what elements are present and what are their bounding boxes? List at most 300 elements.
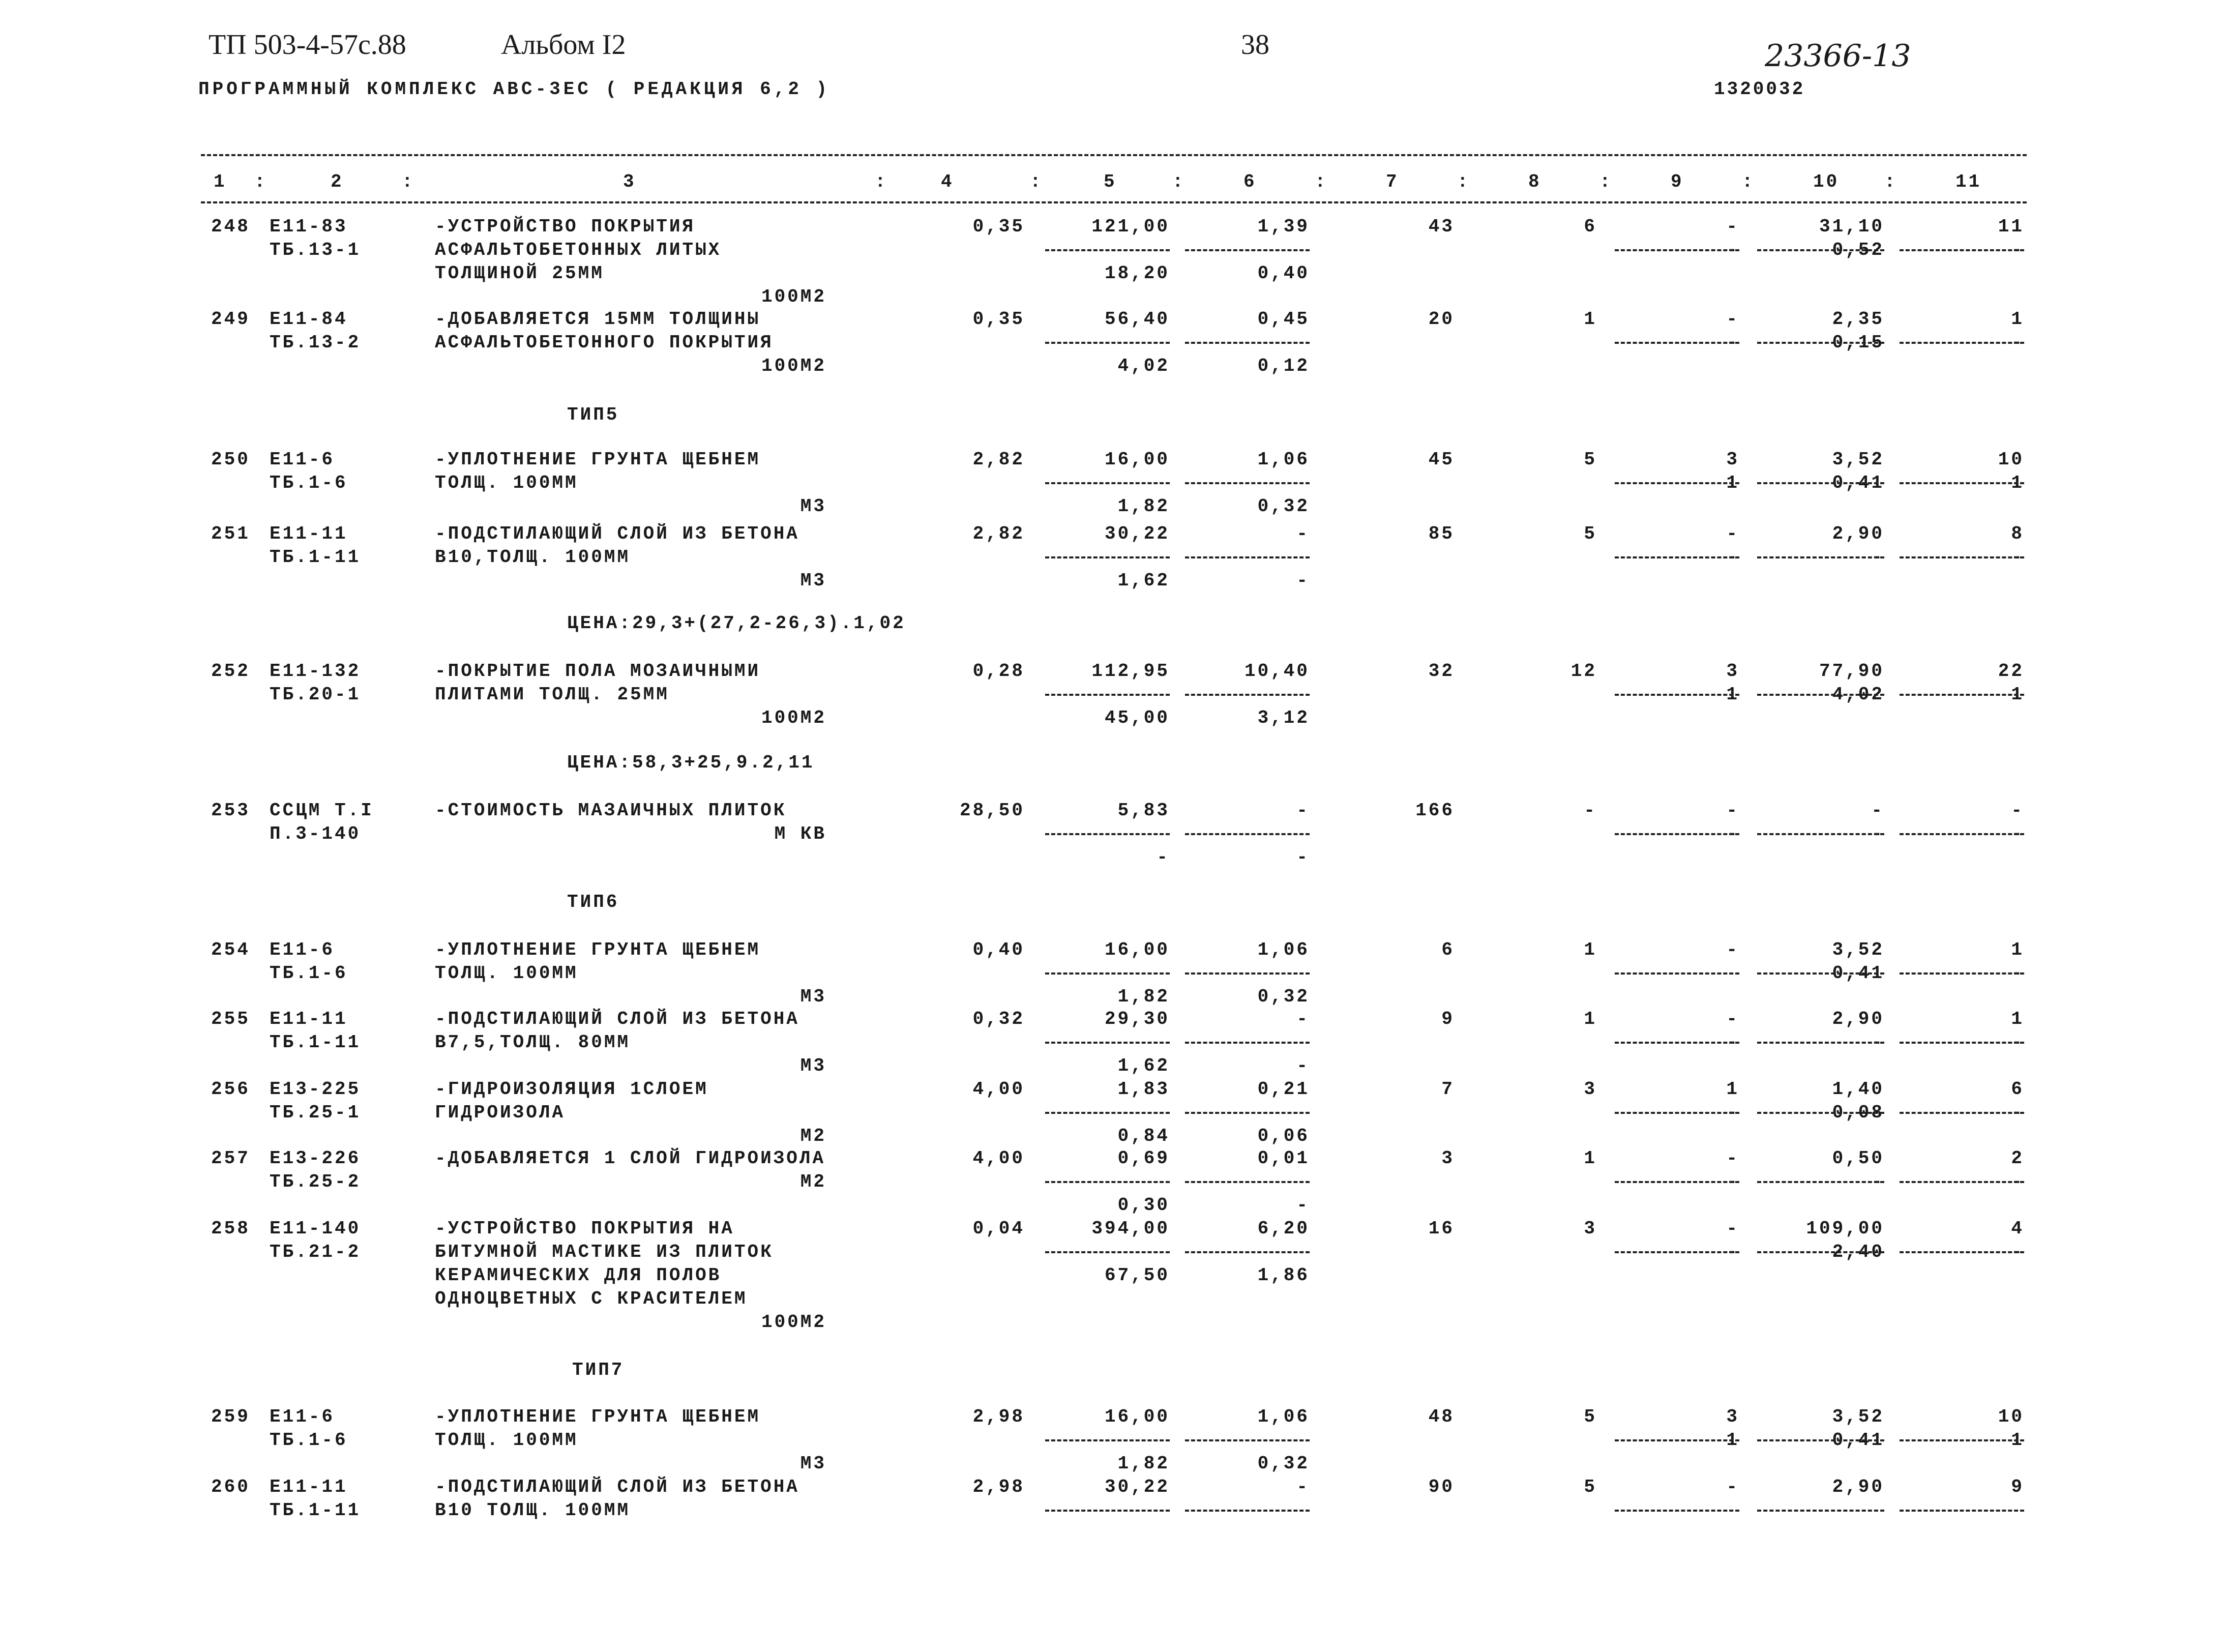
cell-rule (1615, 342, 1739, 344)
cell-c10-wage: 0,41 (1832, 473, 1884, 493)
column-header-9: 9 (1671, 171, 1684, 192)
cell-rule (1757, 556, 1884, 558)
norm-code: Е11-11 (270, 1009, 348, 1029)
cell-rule (1757, 482, 1884, 484)
cell-c4: 2,82 (972, 523, 1025, 544)
row-number: 260 (211, 1477, 250, 1497)
cell-c6: 10,40 (1244, 661, 1310, 682)
cell-c5: 5,83 (1117, 800, 1170, 821)
cell-rule (1900, 972, 2024, 975)
norm-table-ref: ТБ.1-6 (270, 963, 348, 984)
cell-c11: 11 (1998, 216, 2024, 237)
column-separator: : (1742, 171, 1755, 192)
row-number: 259 (211, 1406, 250, 1427)
cell-c7: 16 (1428, 1218, 1455, 1239)
cell-c11-wage: - (2011, 1032, 2024, 1053)
cell-rule (1757, 249, 1884, 251)
cell-c11-wage: - (2011, 963, 2024, 984)
cell-c11-wage: - (2011, 1171, 2024, 1192)
cell-c8: 5 (1584, 523, 1597, 544)
cell-c11: 1 (2011, 1009, 2024, 1029)
cell-rule (1045, 972, 1170, 975)
cell-c4: 28,50 (959, 800, 1025, 821)
cell-c5: 30,22 (1104, 523, 1170, 544)
column-header-1: 1 (214, 171, 227, 192)
cell-c11-wage: - (2011, 1102, 2024, 1123)
cell-c5: 112,95 (1091, 661, 1170, 682)
row-number: 253 (211, 800, 250, 821)
cell-c6: 0,21 (1257, 1079, 1310, 1100)
work-description: -УСТРОЙСТВО ПОКРЫТИЯ (435, 216, 696, 237)
column-header-8: 8 (1528, 171, 1542, 192)
work-description: БИТУМНОЙ МАСТИКЕ ИЗ ПЛИТОК (435, 1242, 774, 1262)
cell-c9: - (1726, 1148, 1739, 1169)
cell-c6: 1,06 (1257, 449, 1310, 470)
cell-rule (1757, 1112, 1884, 1114)
program-line: ПРОГРАММНЫЙ КОМПЛЕКС АВС-3ЕС ( РЕДАКЦИЯ 6,2 ) (198, 79, 831, 100)
cell-c8: 1 (1584, 1009, 1597, 1029)
unit-of-measure: М2 (800, 1171, 826, 1192)
cell-c8: 5 (1584, 1477, 1597, 1497)
norm-table-ref: ТБ.1-11 (270, 1500, 361, 1521)
cell-c4: 0,35 (972, 216, 1025, 237)
cell-c5-wage: 1,82 (1117, 986, 1170, 1007)
cell-rule (1757, 342, 1884, 344)
row-number: 258 (211, 1218, 250, 1239)
row-number: 249 (211, 309, 250, 330)
cell-rule (1185, 1251, 1310, 1253)
norm-code: ССЦМ Т.I (270, 800, 374, 821)
norm-table-ref: ТБ.20-1 (270, 684, 361, 705)
cell-c11-wage: - (2011, 547, 2024, 568)
cell-rule (1615, 482, 1739, 484)
program-code: 1320032 (1714, 79, 1805, 100)
work-description: В7,5,ТОЛЩ. 80ММ (435, 1032, 631, 1053)
cell-c5-wage: 67,50 (1104, 1265, 1170, 1286)
cell-c10-wage: 0,08 (1832, 1102, 1884, 1123)
norm-table-ref: ТБ.1-6 (270, 473, 348, 493)
cell-rule (1045, 694, 1170, 696)
cell-c8: - (1584, 800, 1597, 821)
cell-c6-wage: 1,86 (1257, 1265, 1310, 1286)
norm-table-ref: ТБ.1-11 (270, 1032, 361, 1053)
row-number: 256 (211, 1079, 250, 1100)
norm-table-ref: ТБ.1-11 (270, 547, 361, 568)
norm-code: Е11-83 (270, 216, 348, 237)
row-number: 252 (211, 661, 250, 682)
cell-rule (1615, 556, 1739, 558)
cell-c6: - (1296, 523, 1310, 544)
price-note-1: ЦЕНА:29,3+(27,2-26,3).1,02 (567, 613, 906, 634)
doc-code: ТП 503-4-57с.88 (209, 29, 406, 61)
work-description: -ДОБАВЛЯЕТСЯ 15ММ ТОЛЩИНЫ (435, 309, 761, 330)
cell-c8: 5 (1584, 1406, 1597, 1427)
cell-c5-wage: 0,84 (1117, 1126, 1170, 1146)
column-separator: : (1315, 171, 1328, 192)
handwritten-number: 23366-13 (1765, 38, 1911, 74)
norm-code: Е13-225 (270, 1079, 361, 1100)
work-description: В10 ТОЛЩ. 100ММ (435, 1500, 631, 1521)
cell-c10: 109,00 (1806, 1218, 1884, 1239)
cell-rule (1757, 833, 1884, 835)
cell-rule (1615, 1439, 1739, 1441)
cell-c10-wage: 0,15 (1832, 332, 1884, 353)
cell-c8: 5 (1584, 449, 1597, 470)
cell-c8: 3 (1584, 1079, 1597, 1100)
cell-c10-wage: 0,52 (1832, 240, 1884, 260)
work-description: ТОЛЩ. 100ММ (435, 963, 578, 984)
cell-c6-wage: 3,12 (1257, 707, 1310, 728)
work-description: -ПОДСТИЛАЮЩИЙ СЛОЙ ИЗ БЕТОНА (435, 1477, 799, 1497)
cell-c10: 3,52 (1832, 449, 1884, 470)
norm-code: Е11-6 (270, 939, 335, 960)
cell-c6: 6,20 (1257, 1218, 1310, 1239)
cell-c9: - (1726, 1009, 1739, 1029)
cell-c5: 56,40 (1104, 309, 1170, 330)
cell-c10: 3,52 (1832, 1406, 1884, 1427)
cell-rule (1185, 1439, 1310, 1441)
norm-code: Е11-6 (270, 449, 335, 470)
cell-c10-wage: - (1871, 1032, 1884, 1053)
cell-rule (1900, 482, 2024, 484)
cell-c7: 6 (1441, 939, 1455, 960)
cell-c9: - (1726, 1218, 1739, 1239)
column-header-2: 2 (331, 171, 344, 192)
cell-c9-wage: - (1726, 332, 1739, 353)
cell-c4: 4,00 (972, 1148, 1025, 1169)
cell-c6-wage: 0,32 (1257, 986, 1310, 1007)
cell-c6: - (1296, 800, 1310, 821)
cell-c6: 0,01 (1257, 1148, 1310, 1169)
cell-rule (1045, 1181, 1170, 1183)
cell-c5-wage: - (1157, 847, 1170, 868)
work-description: АСФАЛЬТОБЕТОННОГО ПОКРЫТИЯ (435, 332, 774, 353)
cell-rule (1045, 1042, 1170, 1044)
cell-rule (1900, 833, 2024, 835)
album-label: Альбом I2 (501, 29, 626, 61)
cell-c5: 16,00 (1104, 449, 1170, 470)
work-description: -ДОБАВЛЯЕТСЯ 1 СЛОЙ ГИДРОИЗОЛА (435, 1148, 826, 1169)
norm-table-ref: ТБ.1-6 (270, 1430, 348, 1451)
cell-rule (1757, 972, 1884, 975)
cell-c9-wage: - (1726, 1171, 1739, 1192)
cell-c5-wage: 45,00 (1104, 707, 1170, 728)
unit-of-measure: М3 (800, 570, 826, 591)
norm-code: Е11-140 (270, 1218, 361, 1239)
cell-c5: 0,69 (1117, 1148, 1170, 1169)
cell-c9: - (1726, 309, 1739, 330)
cell-c11: 2 (2011, 1148, 2024, 1169)
cell-c11-wage: - (2011, 823, 2024, 844)
cell-c5-wage: 1,62 (1117, 570, 1170, 591)
cell-rule (1615, 1510, 1739, 1512)
cell-c10: - (1871, 800, 1884, 821)
cell-c6-wage: 0,32 (1257, 496, 1310, 517)
price-note-2: ЦЕНА:58,3+25,9.2,11 (567, 752, 815, 773)
cell-rule (1900, 1112, 2024, 1114)
cell-c10: 3,52 (1832, 939, 1884, 960)
unit-of-measure: 100М2 (761, 707, 826, 728)
cell-c9: - (1726, 939, 1739, 960)
cell-c11-wage: 1 (2011, 684, 2024, 705)
cell-c9-wage: - (1726, 1242, 1739, 1262)
cell-c9: - (1726, 216, 1739, 237)
page-number: 38 (1241, 29, 1269, 61)
cell-c9-wage: - (1726, 547, 1739, 568)
unit-of-measure: М3 (800, 986, 826, 1007)
cell-c5: 394,00 (1091, 1218, 1170, 1239)
cell-rule (1045, 249, 1170, 251)
work-description: -УПЛОТНЕНИЕ ГРУНТА ЩЕБНЕМ (435, 449, 761, 470)
cell-c4: 2,98 (972, 1477, 1025, 1497)
cell-c9: 1 (1726, 1079, 1739, 1100)
column-header-10: 10 (1813, 171, 1840, 192)
cell-rule (1757, 1251, 1884, 1253)
cell-c10-wage: 0,41 (1832, 1430, 1884, 1451)
column-separator: : (1030, 171, 1043, 192)
cell-rule (1615, 1181, 1739, 1183)
cell-rule (1757, 1042, 1884, 1044)
unit-of-measure: М3 (800, 1453, 826, 1474)
cell-c4: 0,04 (972, 1218, 1025, 1239)
work-description: ПЛИТАМИ ТОЛЩ. 25ММ (435, 684, 669, 705)
cell-c8: 3 (1584, 1218, 1597, 1239)
cell-rule (1045, 482, 1170, 484)
cell-c6: 0,45 (1257, 309, 1310, 330)
cell-c4: 0,28 (972, 661, 1025, 682)
unit-of-measure: М КВ (774, 823, 826, 844)
cell-c5: 121,00 (1091, 216, 1170, 237)
cell-rule (1045, 342, 1170, 344)
work-description: АСФАЛЬТОБЕТОННЫХ ЛИТЫХ (435, 240, 722, 260)
cell-rule (1615, 1251, 1739, 1253)
column-separator: : (1172, 171, 1185, 192)
cell-c7: 32 (1428, 661, 1455, 682)
norm-table-ref: ТБ.13-1 (270, 240, 361, 260)
work-description: -УСТРОЙСТВО ПОКРЫТИЯ НА (435, 1218, 734, 1239)
cell-rule (1045, 1251, 1170, 1253)
cell-c5-wage: 4,02 (1117, 356, 1170, 376)
cell-c11-wage: - (2011, 332, 2024, 353)
cell-rule (1757, 694, 1884, 696)
row-number: 255 (211, 1009, 250, 1029)
cell-rule (1045, 833, 1170, 835)
cell-c8: 1 (1584, 309, 1597, 330)
cell-c6-wage: 0,12 (1257, 356, 1310, 376)
work-description: КЕРАМИЧЕСКИХ ДЛЯ ПОЛОВ (435, 1265, 722, 1286)
norm-code: Е11-11 (270, 523, 348, 544)
cell-c9-wage: 1 (1726, 1430, 1739, 1451)
cell-c11: - (2011, 800, 2024, 821)
cell-c10-wage: 4,02 (1832, 684, 1884, 705)
cell-c5: 1,83 (1117, 1079, 1170, 1100)
cell-c11: 1 (2011, 309, 2024, 330)
cell-c7: 45 (1428, 449, 1455, 470)
cell-rule (1900, 249, 2024, 251)
column-header-7: 7 (1386, 171, 1399, 192)
cell-rule (1615, 1042, 1739, 1044)
work-description: -ГИДРОИЗОЛЯЦИЯ 1СЛОЕМ (435, 1079, 708, 1100)
header-top-rule (201, 154, 2027, 156)
cell-c4: 4,00 (972, 1079, 1025, 1100)
cell-c6-wage: 0,40 (1257, 263, 1310, 284)
cell-c7: 48 (1428, 1406, 1455, 1427)
cell-rule (1615, 1112, 1739, 1114)
cell-c7: 7 (1441, 1079, 1455, 1100)
cell-c4: 0,32 (972, 1009, 1025, 1029)
cell-c7: 9 (1441, 1009, 1455, 1029)
cell-c9-wage: - (1726, 823, 1739, 844)
column-header-5: 5 (1104, 171, 1117, 192)
cell-rule (1185, 482, 1310, 484)
cell-c7: 43 (1428, 216, 1455, 237)
norm-table-ref: П.3-140 (270, 823, 361, 844)
cell-c9: - (1726, 1477, 1739, 1497)
unit-of-measure: М3 (800, 496, 826, 517)
cell-rule (1185, 1510, 1310, 1512)
cell-c5-wage: 1,82 (1117, 1453, 1170, 1474)
cell-rule (1185, 249, 1310, 251)
work-description: ТОЛЩ. 100ММ (435, 1430, 578, 1451)
cell-c10-wage: 0,41 (1832, 963, 1884, 984)
cell-c11: 6 (2011, 1079, 2024, 1100)
cell-c10: 0,50 (1832, 1148, 1884, 1169)
cell-c10: 2,35 (1832, 309, 1884, 330)
cell-c7: 166 (1415, 800, 1455, 821)
column-header-3: 3 (623, 171, 636, 192)
row-number: 257 (211, 1148, 250, 1169)
cell-rule (1045, 1510, 1170, 1512)
section-tip5: ТИП5 (567, 404, 619, 425)
column-separator: : (1457, 171, 1470, 192)
norm-code: Е11-11 (270, 1477, 348, 1497)
cell-c10-wage: - (1871, 547, 1884, 568)
cell-c6-wage: 0,06 (1257, 1126, 1310, 1146)
cell-c4: 0,40 (972, 939, 1025, 960)
cell-rule (1900, 1251, 2024, 1253)
cell-c11-wage: 1 (2011, 1430, 2024, 1451)
cell-c11: 4 (2011, 1218, 2024, 1239)
column-separator: : (1884, 171, 1898, 192)
work-description: -ПОКРЫТИЕ ПОЛА МОЗАИЧНЫМИ (435, 661, 761, 682)
cell-rule (1185, 694, 1310, 696)
cell-c6-wage: 0,32 (1257, 1453, 1310, 1474)
unit-of-measure: 100М2 (761, 1312, 826, 1333)
cell-c8: 6 (1584, 216, 1597, 237)
column-separator: : (1599, 171, 1613, 192)
work-description: ОДНОЦВЕТНЫХ С КРАСИТЕЛЕМ (435, 1288, 748, 1309)
cell-c10-wage: 2,40 (1832, 1242, 1884, 1262)
cell-c6: 1,39 (1257, 216, 1310, 237)
norm-table-ref: ТБ.25-1 (270, 1102, 361, 1123)
work-description: -СТОИМОСТЬ МАЗАИЧНЫХ ПЛИТОК (435, 800, 787, 821)
cell-c9-wage: - (1726, 1032, 1739, 1053)
cell-c5: 16,00 (1104, 1406, 1170, 1427)
cell-c11-wage: 1 (2011, 473, 2024, 493)
norm-table-ref: ТБ.13-2 (270, 332, 361, 353)
work-description: -ПОДСТИЛАЮЩИЙ СЛОЙ ИЗ БЕТОНА (435, 523, 799, 544)
cell-rule (1900, 1510, 2024, 1512)
cell-rule (1757, 1510, 1884, 1512)
cell-rule (1185, 972, 1310, 975)
row-number: 250 (211, 449, 250, 470)
cell-c4: 2,82 (972, 449, 1025, 470)
work-description: ГИДРОИЗОЛА (435, 1102, 566, 1123)
cell-rule (1045, 1439, 1170, 1441)
row-number: 254 (211, 939, 250, 960)
cell-c6: 1,06 (1257, 1406, 1310, 1427)
cell-rule (1185, 556, 1310, 558)
work-description: В10,ТОЛЩ. 100ММ (435, 547, 631, 568)
cell-c5: 16,00 (1104, 939, 1170, 960)
column-header-11: 11 (1955, 171, 1982, 192)
unit-of-measure: М3 (800, 1055, 826, 1076)
cell-rule (1900, 1042, 2024, 1044)
header-bottom-rule (201, 201, 2027, 203)
cell-c7: 85 (1428, 523, 1455, 544)
work-description: ТОЛЩ. 100ММ (435, 473, 578, 493)
cell-c5-wage: 1,62 (1117, 1055, 1170, 1076)
cell-c6-wage: - (1296, 1055, 1310, 1076)
cell-rule (1185, 1042, 1310, 1044)
work-description: -УПЛОТНЕНИЕ ГРУНТА ЩЕБНЕМ (435, 1406, 761, 1427)
cell-c11-wage: - (2011, 1242, 2024, 1262)
cell-rule (1185, 342, 1310, 344)
section-tip7: ТИП7 (572, 1360, 625, 1380)
cell-c9: 3 (1726, 661, 1739, 682)
cell-c7: 3 (1441, 1148, 1455, 1169)
norm-table-ref: ТБ.21-2 (270, 1242, 361, 1262)
cell-rule (1615, 249, 1739, 251)
cell-c11: 22 (1998, 661, 2024, 682)
cell-rule (1615, 833, 1739, 835)
column-header-4: 4 (941, 171, 954, 192)
column-separator: : (875, 171, 888, 192)
work-description: -УПЛОТНЕНИЕ ГРУНТА ЩЕБНЕМ (435, 939, 761, 960)
cell-c11: 10 (1998, 449, 2024, 470)
cell-c9-wage: - (1726, 1102, 1739, 1123)
norm-code: Е11-84 (270, 309, 348, 330)
cell-c5: 30,22 (1104, 1477, 1170, 1497)
norm-code: Е13-226 (270, 1148, 361, 1169)
cell-rule (1757, 1439, 1884, 1441)
cell-c10: 31,10 (1819, 216, 1884, 237)
cell-c8: 1 (1584, 1148, 1597, 1169)
cell-rule (1045, 556, 1170, 558)
cell-c10: 2,90 (1832, 1477, 1884, 1497)
column-header-6: 6 (1243, 171, 1257, 192)
cell-c11-wage: - (2011, 240, 2024, 260)
cell-c10: 2,90 (1832, 1009, 1884, 1029)
unit-of-measure: М2 (800, 1126, 826, 1146)
cell-c10: 1,40 (1832, 1079, 1884, 1100)
cell-c7: 90 (1428, 1477, 1455, 1497)
cell-rule (1900, 1181, 2024, 1183)
cell-rule (1900, 556, 2024, 558)
cell-c6: - (1296, 1009, 1310, 1029)
cell-rule (1185, 833, 1310, 835)
cell-c8: 12 (1570, 661, 1597, 682)
work-description: ТОЛЩИНОЙ 25ММ (435, 263, 604, 284)
cell-c5-wage: 18,20 (1104, 263, 1170, 284)
cell-c10-wage: - (1871, 823, 1884, 844)
cell-c8: 1 (1584, 939, 1597, 960)
norm-table-ref: ТБ.25-2 (270, 1171, 361, 1192)
cell-rule (1045, 1112, 1170, 1114)
cell-rule (1615, 694, 1739, 696)
cell-rule (1185, 1181, 1310, 1183)
cell-rule (1900, 694, 2024, 696)
